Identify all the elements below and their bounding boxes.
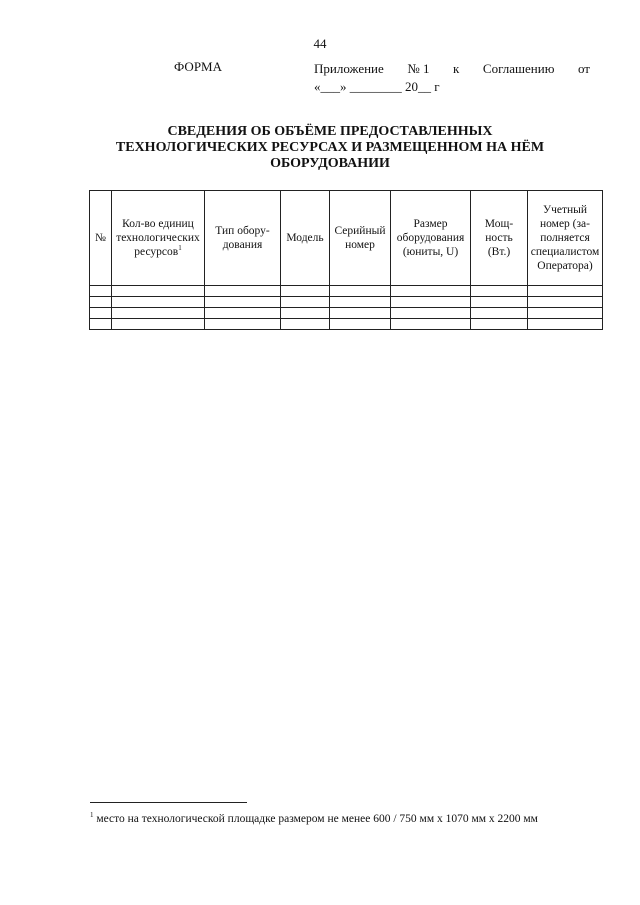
table-cell[interactable] bbox=[90, 286, 112, 297]
table-cell[interactable] bbox=[112, 286, 205, 297]
equipment-table bbox=[89, 190, 603, 330]
appendix-number: № 1 bbox=[407, 61, 430, 76]
document-title bbox=[70, 124, 590, 172]
table-cell[interactable] bbox=[205, 308, 281, 319]
table-cell[interactable] bbox=[528, 297, 603, 308]
page-number: 44 bbox=[313, 36, 327, 51]
form-label: ФОРМА bbox=[174, 59, 222, 74]
appendix-date-line: «___» ________ 20__ г bbox=[314, 79, 440, 94]
table-cell[interactable] bbox=[330, 308, 391, 319]
footnote-mark: 1 bbox=[90, 811, 94, 820]
table-header-row bbox=[90, 191, 603, 286]
table-cell[interactable] bbox=[528, 286, 603, 297]
table-body bbox=[90, 286, 603, 330]
table-cell[interactable] bbox=[471, 286, 528, 297]
footnote bbox=[90, 812, 580, 827]
header-resource-count-text: Кол-во единиц технологических ресурсов bbox=[116, 218, 200, 258]
table-cell[interactable] bbox=[471, 308, 528, 319]
footnote-text: место на технологической площадке размером не менее 600 / 750 мм х 1070 мм х 2200 мм bbox=[96, 813, 538, 825]
table-cell[interactable] bbox=[90, 297, 112, 308]
title-line: СВЕДЕНИЯ ОБ ОБЪЁМЕ ПРЕДОСТАВЛЕННЫХ bbox=[167, 124, 493, 139]
table-cell[interactable] bbox=[330, 319, 391, 330]
table-row bbox=[90, 308, 603, 319]
appendix-word: Приложение bbox=[314, 61, 384, 76]
table-cell[interactable] bbox=[112, 308, 205, 319]
table-cell[interactable] bbox=[391, 297, 471, 308]
table-cell[interactable] bbox=[281, 308, 330, 319]
appendix-line-1 bbox=[314, 60, 590, 78]
table-cell[interactable] bbox=[281, 286, 330, 297]
table-cell[interactable] bbox=[90, 319, 112, 330]
table-cell[interactable] bbox=[112, 319, 205, 330]
title-line: ТЕХНОЛОГИЧЕСКИХ РЕСУРСАХ И РАЗМЕЩЕННОМ НА НЁМ bbox=[115, 140, 545, 155]
table-cell[interactable] bbox=[112, 297, 205, 308]
appendix-word: к bbox=[453, 61, 460, 76]
header-resource-count bbox=[112, 191, 205, 286]
header-account-number: Учетный номер (заполняется специалистом Оператора) bbox=[528, 191, 603, 286]
table-cell[interactable] bbox=[391, 308, 471, 319]
appendix-word: Соглашению bbox=[482, 61, 555, 76]
table-row bbox=[90, 286, 603, 297]
header-serial-number: Серийный номер bbox=[330, 191, 391, 286]
appendix-word: от bbox=[577, 61, 590, 76]
header-equipment-size: Размер оборудования (юниты, U) bbox=[391, 191, 471, 286]
footnote-divider bbox=[90, 802, 247, 803]
header-number: № bbox=[90, 191, 112, 286]
table-cell[interactable] bbox=[330, 297, 391, 308]
table-cell[interactable] bbox=[528, 319, 603, 330]
table-cell[interactable] bbox=[330, 286, 391, 297]
table-cell[interactable] bbox=[391, 319, 471, 330]
table-cell[interactable] bbox=[90, 308, 112, 319]
table-cell[interactable] bbox=[471, 319, 528, 330]
header-equipment-type: Тип оборудования bbox=[205, 191, 281, 286]
table-cell[interactable] bbox=[391, 286, 471, 297]
title-line: ОБОРУДОВАНИИ bbox=[270, 156, 390, 171]
table-cell[interactable] bbox=[205, 297, 281, 308]
table-cell[interactable] bbox=[528, 308, 603, 319]
table-row bbox=[90, 297, 603, 308]
footnote-mark: 1 bbox=[178, 244, 182, 253]
table-cell[interactable] bbox=[281, 297, 330, 308]
table-cell[interactable] bbox=[471, 297, 528, 308]
table-cell[interactable] bbox=[205, 319, 281, 330]
table-cell[interactable] bbox=[205, 286, 281, 297]
header-power: Мощность (Вт.) bbox=[471, 191, 528, 286]
table-row bbox=[90, 319, 603, 330]
appendix-reference bbox=[314, 60, 590, 96]
header-model: Модель bbox=[281, 191, 330, 286]
table-cell[interactable] bbox=[281, 319, 330, 330]
